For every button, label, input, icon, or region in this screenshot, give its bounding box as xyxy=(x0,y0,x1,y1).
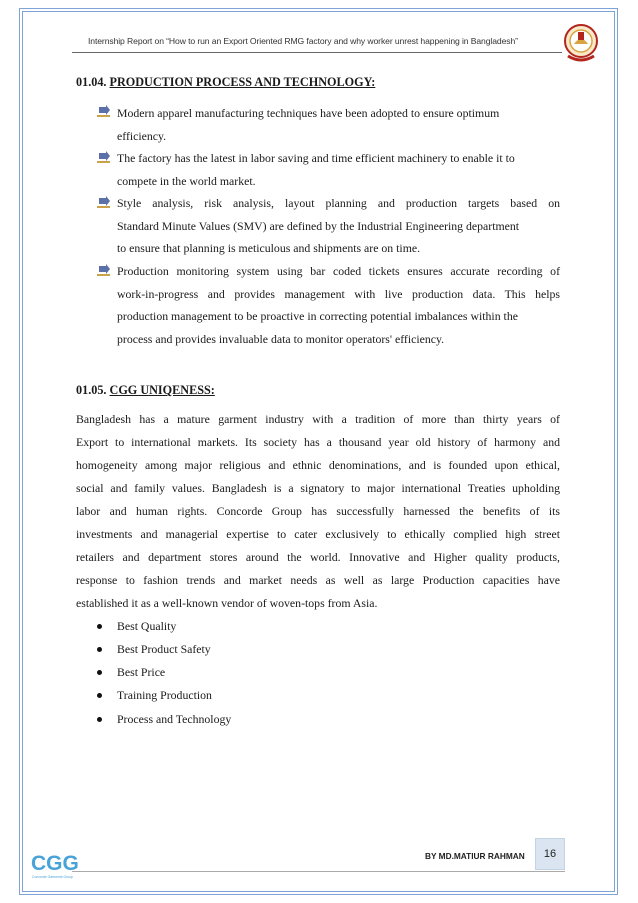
paragraph-line: Export to international markets. Its society has a thousand year old history of harmony and xyxy=(76,435,560,449)
section-heading-uniqueness xyxy=(76,383,215,398)
paragraph-line: retailers and department stores around the world. Innovative and Higher quality products, xyxy=(76,550,560,564)
list-item: Best Product Safety xyxy=(117,642,211,656)
bullet-line: The factory has the latest in labor saving and time efficient machinery to enable it to xyxy=(117,151,515,165)
bullet-line: Standard Minute Values (SMV) are defined by the Industrial Engineering department xyxy=(117,219,520,233)
paragraph-line: response to fashion trends and market needs as well as large Production capacities have xyxy=(76,573,560,587)
paragraph-line: investments and managerial expertise to cater exclusively to ethically complied high street xyxy=(76,527,560,541)
running-header: Internship Report on “How to run an Export Oriented RMG factory and why worker unrest happening in Bangladesh” xyxy=(88,36,518,46)
bullet-dot-icon xyxy=(97,693,102,698)
paragraph-line: Bangladesh has a mature garment industry with a tradition of more than thirty years of xyxy=(76,412,560,426)
section-heading-production xyxy=(76,75,375,90)
bullet-line: work-in-progress and provides management with live production data. This helps xyxy=(117,287,560,301)
bullet-line: Style analysis, risk analysis, layout planning and production targets based on xyxy=(117,196,560,210)
bullet-line: process and provides invaluable data to monitor operators' efficiency. xyxy=(117,332,445,346)
list-item: Best Quality xyxy=(117,619,177,633)
cgg-company-logo xyxy=(30,848,80,882)
logo-text: CGG xyxy=(31,852,79,875)
list-item: Best Price xyxy=(117,665,166,679)
arrow-bullet-icon xyxy=(97,151,111,163)
bullet-line: Production monitoring system using bar coded tickets ensures accurate recording of xyxy=(117,264,560,278)
bullet-dot-icon xyxy=(97,624,102,629)
paragraph-line: established it as a well-known vendor of woven-tops from Asia. xyxy=(76,596,378,610)
page-border-inner xyxy=(22,11,615,892)
bullet-line: Modern apparel manufacturing techniques have been adopted to ensure optimum xyxy=(117,106,500,120)
university-seal-logo xyxy=(562,20,600,68)
arrow-bullet-icon xyxy=(97,264,111,276)
bullet-dot-icon xyxy=(97,647,102,652)
paragraph-line: homogeneity among major religious and ethnic denominations, and is founded upon ethical, xyxy=(76,458,560,472)
section-title: CGG UNIQENESS: xyxy=(109,383,215,397)
page-number: 16 xyxy=(543,848,557,860)
section-title: PRODUCTION PROCESS AND TECHNOLOGY: xyxy=(109,75,376,89)
bullet-line: compete in the world market. xyxy=(117,174,256,188)
bullet-dot-icon xyxy=(97,717,102,722)
paragraph-line: labor and human rights. Concorde Group has successfully harnessed the benefits of its xyxy=(76,504,560,518)
section-number: 01.04. xyxy=(76,75,107,89)
arrow-bullet-icon xyxy=(97,105,111,117)
bullet-line: production management to be proactive in correcting potential imbalances within the xyxy=(117,309,518,323)
bullet-line: to ensure that planning is meticulous and shipments are on time. xyxy=(117,241,421,255)
header-rule xyxy=(72,52,562,53)
section-number: 01.05. xyxy=(76,383,107,397)
logo-subtext: Concorde Garments Group xyxy=(32,875,73,879)
bullet-dot-icon xyxy=(97,670,102,675)
footer-author: BY MD.MATIUR RAHMAN xyxy=(425,851,525,861)
arrow-bullet-icon xyxy=(97,196,111,208)
paragraph-line: social and family values. Bangladesh is a signatory to major international Treaties upholding xyxy=(76,481,560,495)
list-item: Training Production xyxy=(117,688,212,702)
bullet-line: efficiency. xyxy=(117,129,167,143)
list-item: Process and Technology xyxy=(117,712,232,726)
footer-rule xyxy=(72,871,565,872)
